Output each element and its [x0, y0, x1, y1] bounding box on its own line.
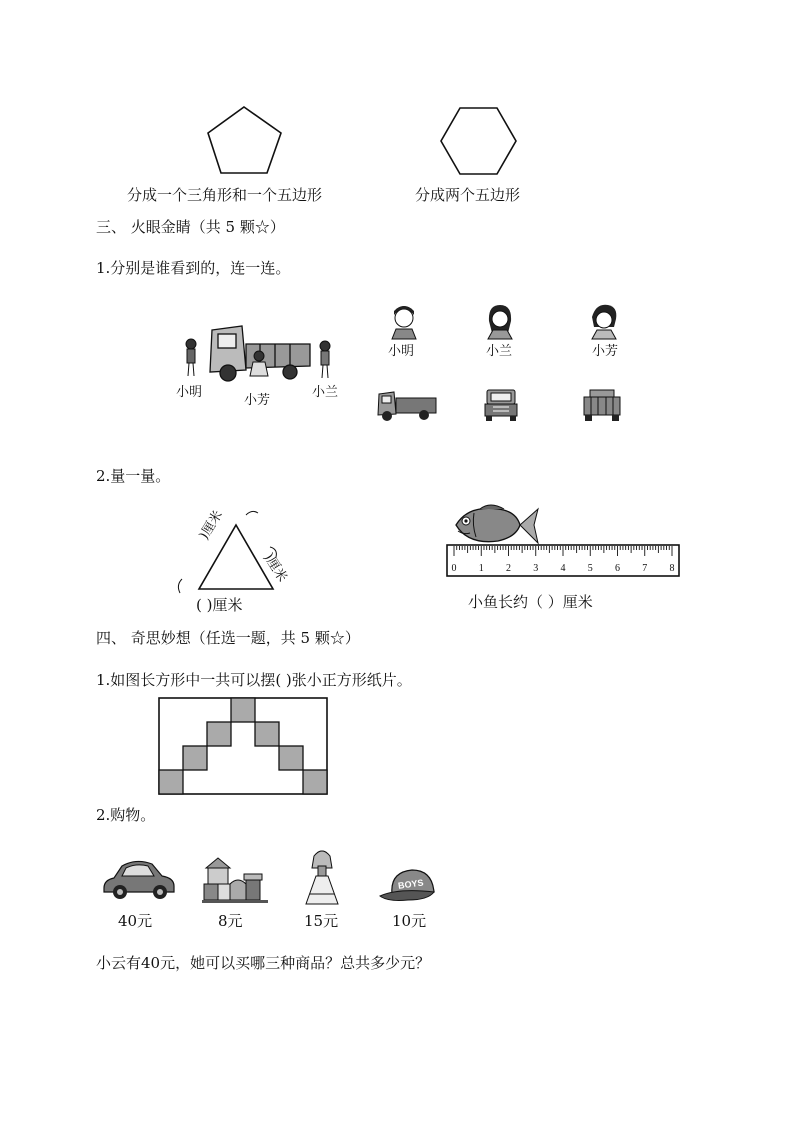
triangle-right-label: )厘米	[260, 550, 290, 585]
kid-xiaolan-figure	[320, 341, 330, 378]
triangle-left-label: )厘米	[196, 508, 227, 543]
ruler-label: 3	[533, 563, 539, 574]
rectangle-grid-figure	[158, 697, 330, 797]
pentagon-figure	[205, 105, 285, 177]
ruler-label: 8	[669, 563, 675, 574]
portrait-xiaoming	[388, 303, 420, 339]
truck-scene-illustration	[180, 318, 340, 388]
fish-illustration	[450, 503, 542, 549]
ruler	[446, 544, 682, 578]
price-blocks: 8元	[218, 912, 243, 930]
ruler-label: 5	[587, 563, 593, 574]
price-cap: 10元	[392, 912, 427, 930]
ruler-label: 1	[478, 563, 484, 574]
portrait-label-xiaoming: 小明	[388, 344, 415, 359]
scene-name-xiaolan: 小兰	[312, 385, 339, 400]
hexagon-figure	[440, 105, 520, 177]
section3-heading: 三、 火眼金睛（共 5 颗☆）	[96, 218, 285, 236]
portrait-xiaofang	[588, 303, 620, 339]
section3-q2-text: 2.量一量。	[96, 467, 171, 485]
ruler-label: 0	[451, 563, 457, 574]
price-car: 40元	[118, 912, 153, 930]
ruler-label: 7	[642, 563, 648, 574]
doll-toy-image	[302, 848, 342, 908]
section4-q2-text: 2.购物。	[96, 806, 156, 824]
ruler-label: 2	[506, 563, 511, 574]
scene-name-xiaofang: 小芳	[244, 393, 271, 408]
portrait-xiaolan	[484, 303, 516, 339]
triangle-bottom-label: ( )厘米	[196, 596, 243, 614]
blocks-toy-image	[200, 854, 270, 904]
portrait-label-xiaofang: 小芳	[592, 344, 619, 359]
scene-name-xiaoming: 小明	[176, 385, 203, 400]
truck-back-view	[582, 388, 622, 422]
section4-q1-text: 1.如图长方形中一共可以摆( )张小正方形纸片。	[96, 671, 412, 689]
shopping-question: 小云有40元，她可以买哪三种商品？总共多少元？	[96, 954, 431, 972]
kid-xiaoming-figure	[186, 339, 196, 376]
price-doll: 15元	[304, 912, 339, 930]
ruler-label: 4	[560, 563, 566, 574]
car-toy-image	[100, 854, 178, 902]
hexagon-caption: 分成两个五边形	[415, 186, 521, 204]
cap-image	[378, 866, 440, 906]
section4-heading: 四、 奇思妙想（任选一题，共 5 颗☆）	[96, 629, 360, 647]
pentagon-caption: 分成一个三角形和一个五边形	[127, 186, 323, 204]
truck-front-view	[483, 388, 519, 422]
fish-caption: 小鱼长约（ ）厘米	[468, 593, 593, 611]
truck-side-view	[376, 386, 438, 422]
cap-text: BOYS	[397, 877, 425, 891]
section3-q1-text: 1.分别是谁看到的，连一连。	[96, 259, 291, 277]
portrait-label-xiaolan: 小兰	[486, 344, 513, 359]
ruler-label: 6	[615, 563, 620, 574]
